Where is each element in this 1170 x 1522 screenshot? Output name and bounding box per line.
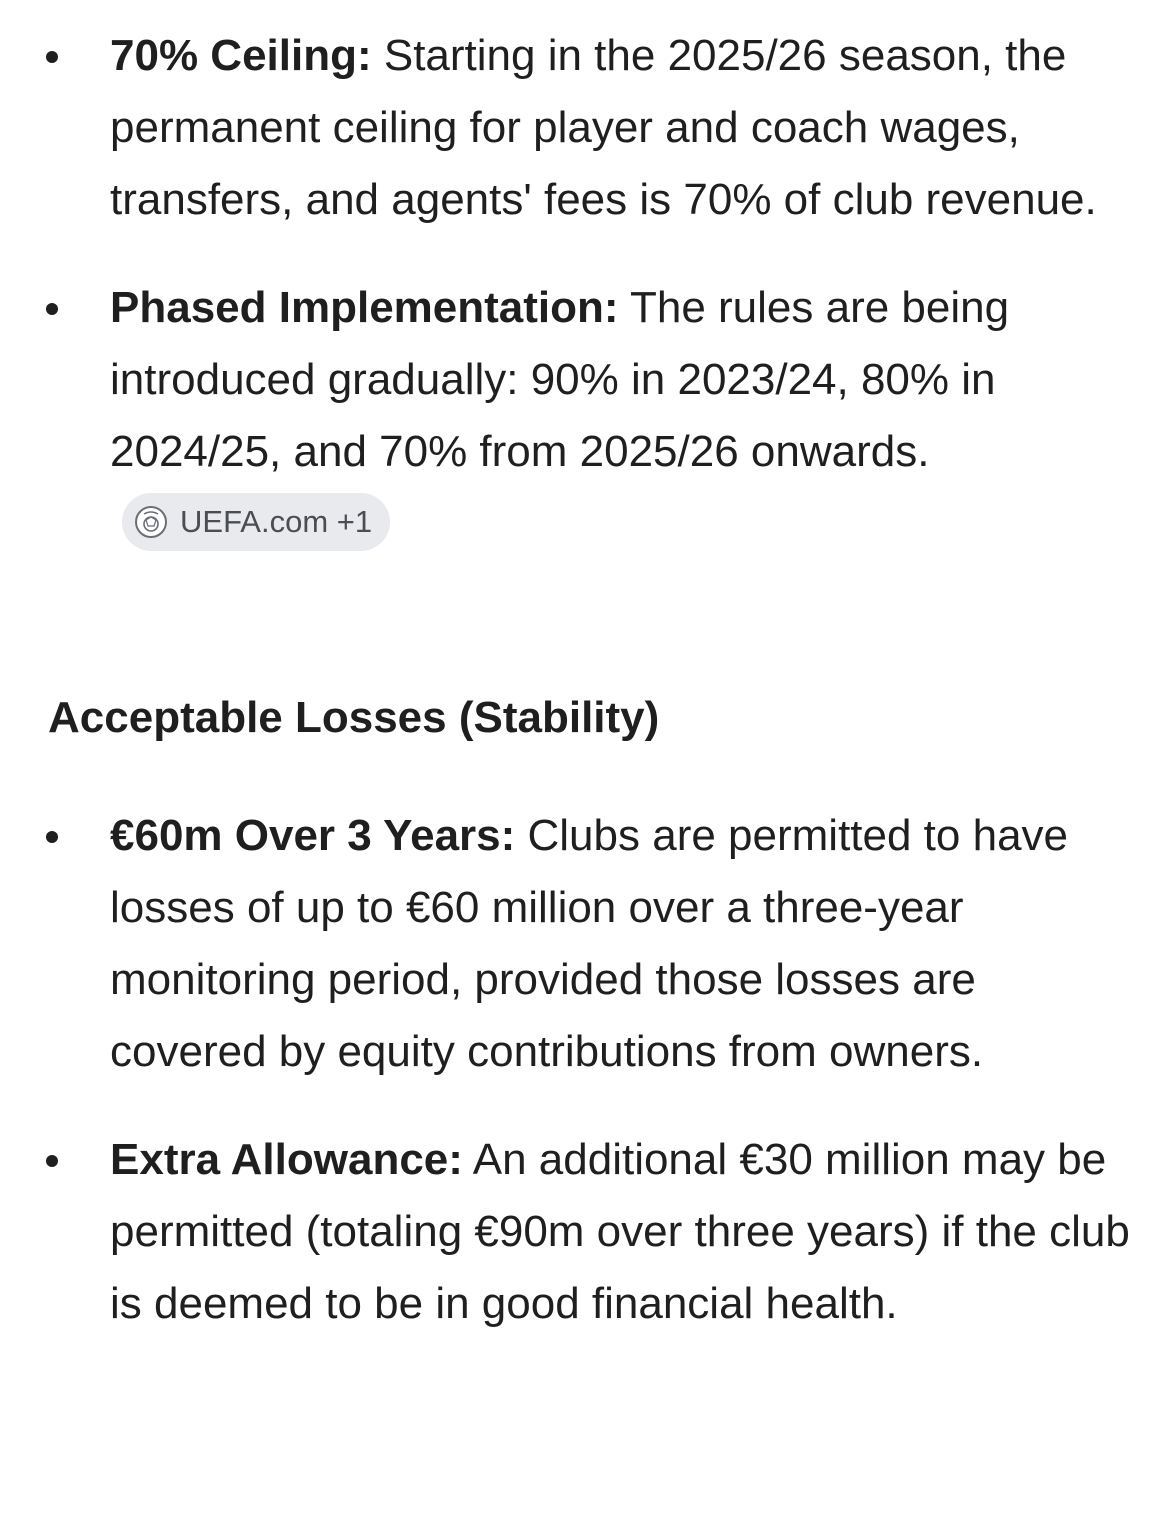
source-citation-chip[interactable] bbox=[122, 493, 390, 551]
list-item bbox=[0, 272, 1170, 560]
bullet-term: 70% Ceiling: bbox=[110, 31, 372, 80]
bullet-list-acceptable-losses bbox=[0, 800, 1170, 1340]
bullet-text: The rules are being introduced gradually: 90% in 2023/24, 80% in 2024/25, and 70% from 2025/26 onwards. bbox=[110, 283, 1010, 476]
list-item bbox=[0, 20, 1170, 236]
bullet-text: An additional €30 million may be permitted (totaling €90m over three years) if the club is deemed to be in good financial health. bbox=[110, 1135, 1130, 1328]
source-chip-label: UEFA.com +1 bbox=[180, 504, 373, 540]
bullet-term: Extra Allowance: bbox=[110, 1135, 463, 1184]
bullet-text: Starting in the 2025/26 season, the permanent ceiling for player and coach wages, transfers, and agents' fees is 70% of club revenue. bbox=[110, 31, 1097, 224]
list-item bbox=[0, 800, 1170, 1088]
bullet-text: Clubs are permitted to have losses of up to €60 million over a three-year monitoring period, provided those losses are covered by equity contributions from owners. bbox=[110, 811, 1069, 1076]
list-item bbox=[0, 1124, 1170, 1340]
bullet-list-spending-ratio bbox=[0, 20, 1170, 560]
bullet-point bbox=[46, 1155, 58, 1167]
uefa-logo-icon bbox=[134, 505, 168, 539]
bullet-point bbox=[46, 51, 58, 63]
section-heading: Acceptable Losses (Stability) bbox=[48, 693, 660, 742]
bullet-point bbox=[46, 831, 58, 843]
bullet-point bbox=[46, 303, 58, 315]
bullet-term: Phased Implementation: bbox=[110, 283, 619, 332]
bullet-term: €60m Over 3 Years: bbox=[110, 811, 516, 860]
